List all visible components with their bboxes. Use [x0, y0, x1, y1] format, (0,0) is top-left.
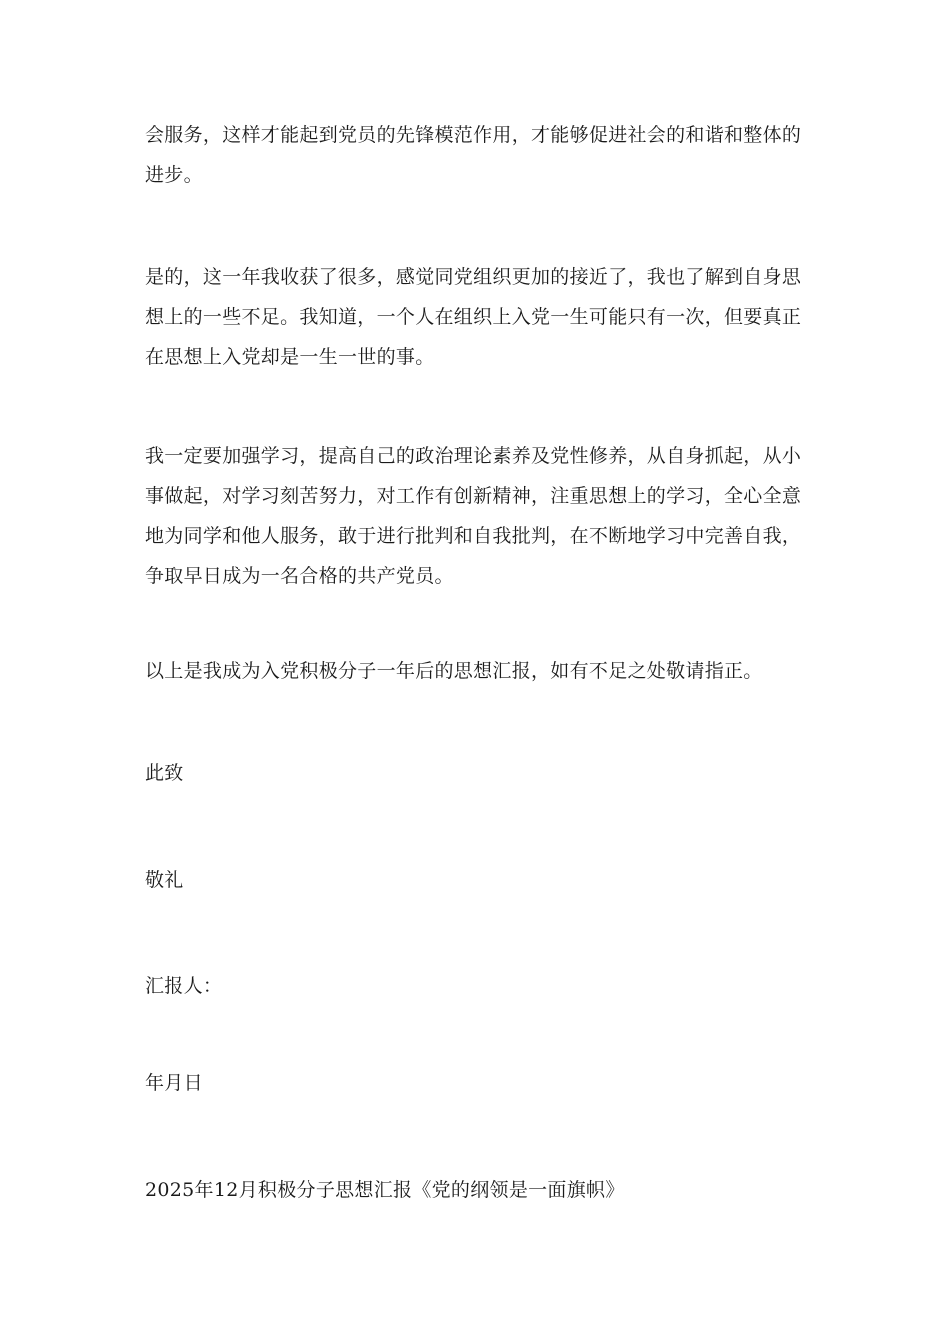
paragraph-line: 我一定要加强学习，提高自己的政治理论素养及党性修养，从自身抓起，从小 [145, 445, 802, 467]
closing-line: 敬礼 [145, 869, 184, 891]
date-label [145, 1063, 805, 1103]
salutation-ci-zhi [145, 753, 805, 793]
salutation-jing-li [145, 860, 805, 900]
next-report-title [145, 1170, 805, 1210]
reporter-label [145, 966, 805, 1006]
closing-line: 汇报人： [145, 975, 223, 997]
paragraph-1 [145, 115, 805, 195]
paragraph-4 [145, 651, 805, 691]
paragraph-line: 事做起，对学习刻苦努力，对工作有创新精神，注重思想上的学习，全心全意 [145, 485, 802, 507]
paragraph-2 [145, 257, 805, 377]
paragraph-line: 在思想上入党却是一生一世的事。 [145, 346, 435, 368]
paragraph-line: 地为同学和他人服务，敢于进行批判和自我批判，在不断地学习中完善自我， [145, 525, 802, 547]
closing-line: 此致 [145, 762, 184, 784]
closing-line: 年月日 [145, 1072, 203, 1094]
paragraph-line: 进步。 [145, 164, 203, 186]
paragraph-line: 会服务，这样才能起到党员的先锋模范作用，才能够促进社会的和谐和整体的 [145, 124, 802, 146]
paragraph-line: 是的，这一年我收获了很多，感觉同党组织更加的接近了，我也了解到自身思 [145, 266, 802, 288]
paragraph-line: 争取早日成为一名合格的共产党员。 [145, 565, 454, 587]
paragraph-line: 想上的一些不足。我知道，一个人在组织上入党一生可能只有一次，但要真正 [145, 306, 802, 328]
title-line: 2025年12月积极分子思想汇报《党的纲领是一面旗帜》 [145, 1179, 625, 1201]
paragraph-3 [145, 436, 805, 596]
paragraph-line: 以上是我成为入党积极分子一年后的思想汇报，如有不足之处敬请指正。 [145, 660, 763, 682]
